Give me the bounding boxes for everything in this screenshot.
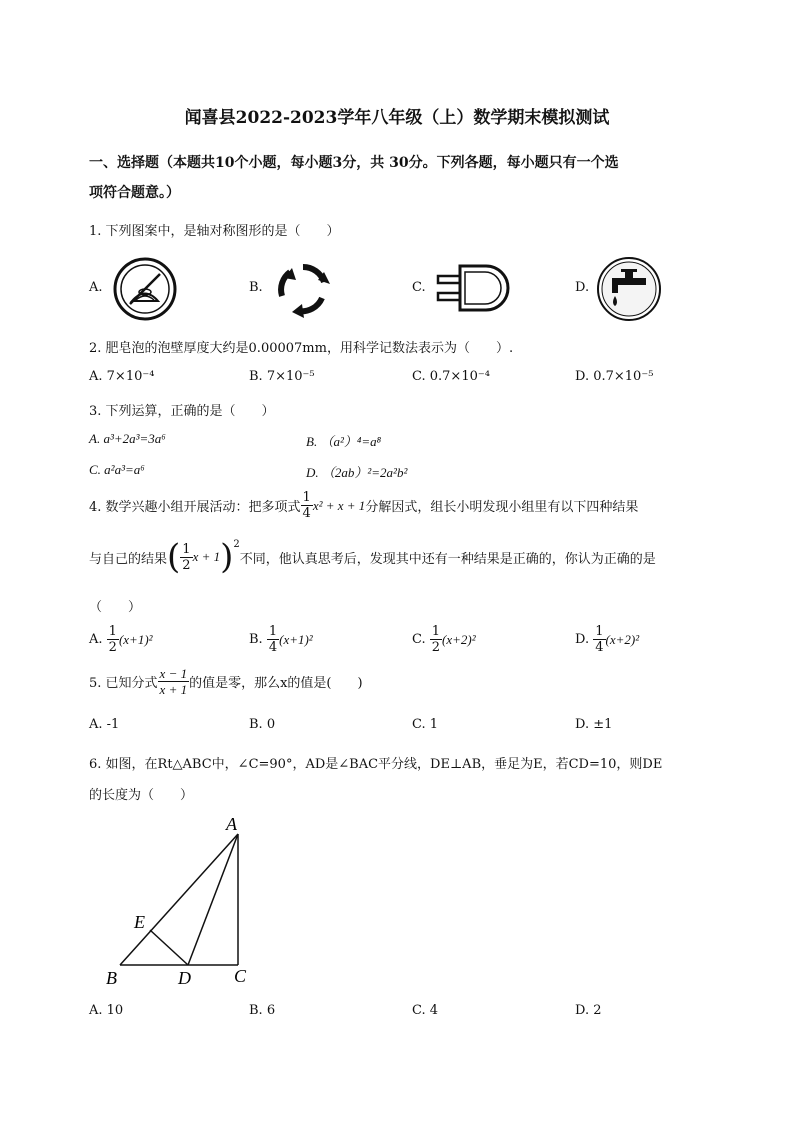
q2-option-c: C. 0.7×10⁻⁴ <box>412 369 490 384</box>
section-heading-line2: 项符合题意。） <box>89 185 180 201</box>
q1-label-c: C. <box>412 280 426 295</box>
vertex-label-b: B <box>106 968 117 988</box>
vertex-label-e: E <box>134 912 145 932</box>
recycle-arrows-icon <box>272 258 334 324</box>
q2-option-a: A. 7×10⁻⁴ <box>89 369 155 384</box>
question-1-text: 1. 下列图案中，是轴对称图形的是（ ） <box>89 224 340 239</box>
no-cleaning-symbol-icon <box>112 256 178 326</box>
vertex-label-a: A <box>226 814 237 834</box>
q3-option-d: D. （2ab）²=2a²b² <box>306 465 408 480</box>
question-4-line3: （ ） <box>89 600 142 615</box>
q5-option-d: D. ±1 <box>575 717 613 732</box>
q1-label-d: D. <box>575 280 590 295</box>
q5-pre: 5. 已知分式 <box>89 676 158 691</box>
q1-label-b: B. <box>249 280 263 295</box>
q4-result-inner: x + 1 <box>192 549 221 564</box>
q6-option-d: D. 2 <box>575 1003 602 1018</box>
q4-line2-post: 不同，他认真思考后，发现其中还有一种结果是正确的，你认为正确的是 <box>239 551 656 567</box>
q4-poly-fraction: $\frac{1}{4}$ <box>302 490 311 521</box>
q3-option-c: C. a²a³=a⁶ <box>89 462 145 477</box>
q5-fraction: $\frac{x - 1}{x + 1}$ <box>159 666 188 697</box>
q2-option-b: B. 7×10⁻⁵ <box>249 369 315 384</box>
water-tap-icon <box>596 256 662 326</box>
question-4-line1 <box>89 490 638 521</box>
q6-option-a: A. 10 <box>89 1003 124 1018</box>
q6-option-c: C. 4 <box>412 1003 439 1018</box>
q5-option-b: B. 0 <box>249 717 276 732</box>
page-title: 闻喜县2022-2023学年八年级（上）数学期末模拟测试 <box>184 108 610 128</box>
q4-option-c: C. $\frac{1}{2}$ (x+2)² <box>412 624 476 655</box>
triangle-figure <box>100 812 270 996</box>
question-4-line2: 与自己的结果 ( $\frac{1}{2}$ x + 1 ) $^2$ 不同，他认真思考后，发现其中还有一种结果是正确的，你认为正确的是 <box>89 537 656 577</box>
q4-option-d: D. $\frac{1}{4}$ (x+2)² <box>575 624 640 655</box>
q5-option-c: C. 1 <box>412 717 439 732</box>
question-5-text <box>89 666 363 697</box>
q2-option-d: D. 0.7×10⁻⁵ <box>575 369 654 384</box>
q4-pre-text: 4. 数学兴趣小组开展活动：把多项式 <box>89 500 301 515</box>
q3-option-a: A. a³+2a³=3a⁶ <box>89 431 166 446</box>
q5-post: 的值是零，那么x的值是( ) <box>189 676 363 691</box>
question-2-text: 2. 肥皂泡的泡壁厚度大约是0.00007mm，用科学记数法表示为（ ）. <box>89 341 514 356</box>
q3-option-b: B. （a²）⁴=a⁸ <box>306 434 382 449</box>
section-heading-line1: 一、选择题（本题共10个小题，每小题3分，共 30分。下列各题，每小题只有一个选 <box>89 155 619 171</box>
vertex-label-c: C <box>234 966 247 986</box>
q4-result-fraction: $\frac{1}{2}$ <box>182 541 191 573</box>
question-6-line1: 6. 如图，在Rt△ABC中，∠C=90°，AD是∠BAC平分线，DE⊥AB，垂足为E，若CD=10，则DE <box>89 757 663 772</box>
question-3-text: 3. 下列运算，正确的是（ ） <box>89 404 275 419</box>
q4-poly-tail: x² + x + 1 <box>312 497 366 513</box>
vertex-label-d: D <box>178 968 191 988</box>
q6-option-b: B. 6 <box>249 1003 276 1018</box>
q1-label-a: A. <box>89 280 103 295</box>
q4-line2-pre: 与自己的结果 <box>89 551 168 567</box>
question-6-line2: 的长度为（ ） <box>89 788 194 803</box>
q4-option-a: A. $\frac{1}{2}$ (x+1)² <box>89 624 153 655</box>
q4-post-text: 分解因式，组长小明发现小组里有以下四种结果 <box>365 500 639 515</box>
plug-icon <box>432 260 512 320</box>
q4-option-b: B. $\frac{1}{4}$ (x+1)² <box>249 624 313 655</box>
q5-option-a: A. -1 <box>89 717 120 732</box>
